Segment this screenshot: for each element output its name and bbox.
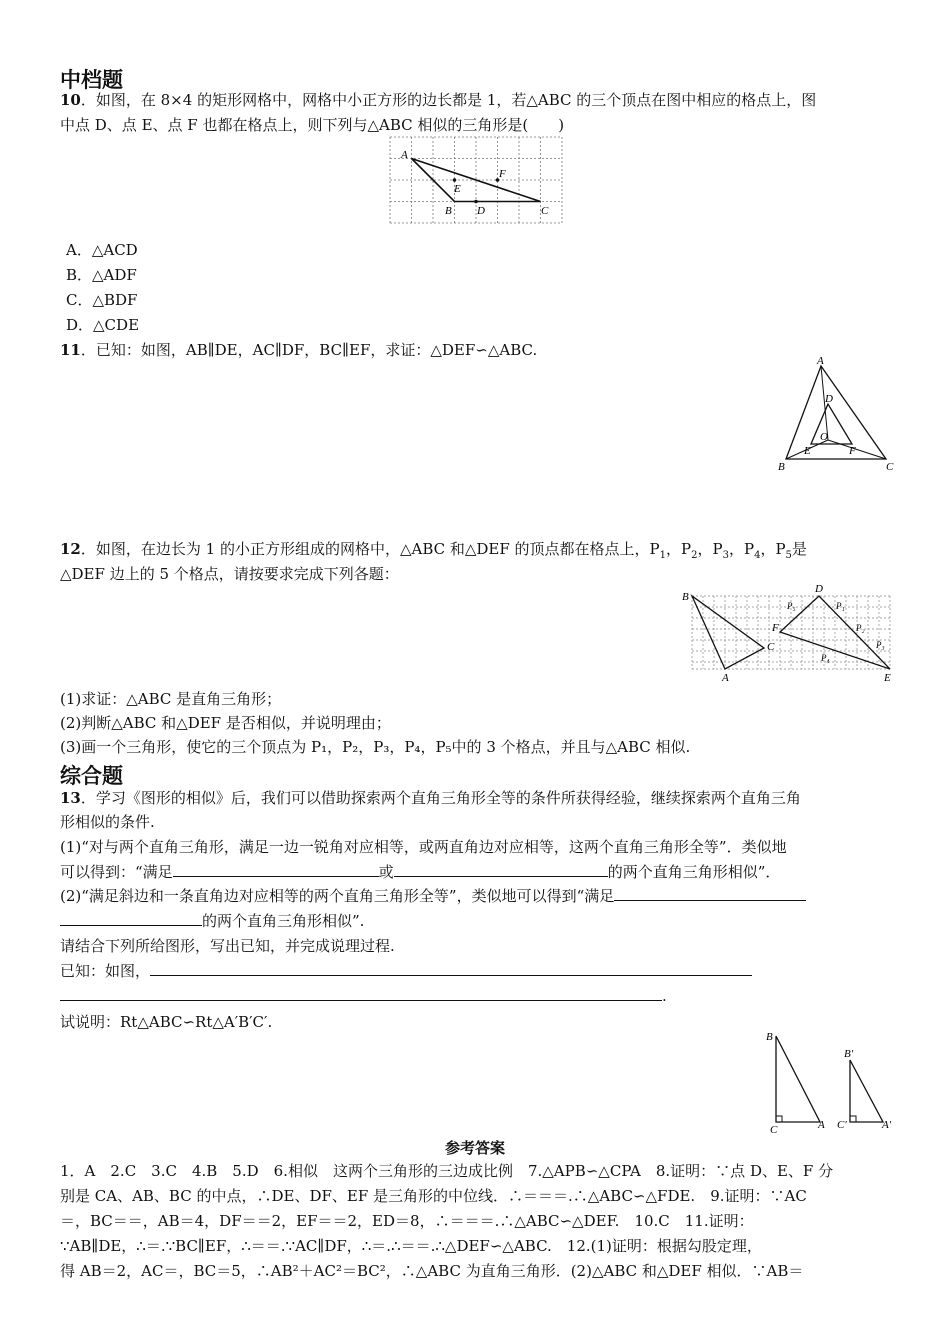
q12-sub2: (2)判断△ABC 和△DEF 是否相似，并说明理由； (60, 714, 391, 732)
q10-text-1: ．如图，在 8×4 的矩形网格中，网格中小正方形的边长都是 1，若△ABC 的三个顶点在图中相应的格点上，图 (80, 91, 817, 109)
q13-label-c: C (770, 1124, 778, 1136)
q13-blank-1[interactable] (173, 862, 379, 877)
q13-blank-3[interactable] (614, 886, 806, 901)
section-heading-comprehensive: 综合题 (60, 764, 123, 788)
q12-label-f: F (772, 622, 779, 634)
q11-number: 11 (60, 341, 81, 359)
q12-sub1: (1)求证：△ABC 是直角三角形； (60, 690, 282, 708)
q12-text-1b: 是 (791, 540, 807, 558)
q13-label-b2: B′ (844, 1048, 854, 1060)
q12-label-p2: P₂ (856, 623, 865, 633)
q13-triangle-abc (776, 1036, 820, 1122)
q13-triangle-a2b2c2 (850, 1060, 883, 1122)
answers-line3: ＝，BC＝＝，AB＝4，DF＝＝2，EF＝＝2，ED＝8，∴＝＝＝.∴△ABC∽△DEF. 10.C 11.证明： (60, 1212, 754, 1230)
q13-label-a: A (818, 1119, 825, 1131)
q10-option-d: D．△CDE (66, 316, 140, 334)
q10-label-f: F (499, 168, 506, 180)
q11-label-o: O (820, 431, 828, 443)
q10-grid-figure (384, 134, 568, 226)
q13-line1 (60, 788, 801, 808)
q13-line7: 请结合下列所给图形，写出已知，并完成说理过程. (60, 937, 395, 955)
q10-option-c: C．△BDF (66, 291, 138, 309)
q10-point-e (453, 178, 457, 182)
q11-label-d: D (825, 393, 833, 405)
answers-line5: 得 AB＝2，AC＝，BC＝5，∴AB²＋AC²＝BC²，∴△ABC 为直角三角形．(2)△ABC 和△DEF 相似．∵AB＝ (60, 1262, 804, 1280)
q10-label-c: C (541, 205, 549, 217)
q10-label-e: E (454, 183, 461, 195)
q12-label-c: C (767, 641, 775, 653)
q12-label-p4: P₄ (821, 653, 830, 663)
q12-label-b: B (682, 591, 689, 603)
q12-line1: 12．如图，在边长为 1 的小正方形组成的网格中，△ABC 和△DEF 的顶点都在格点上，$P_1$，$P_2$，$P_3$，$P_4$，$P_5$是 (60, 540, 807, 561)
q12-grid-figure (680, 582, 894, 684)
answers-title: 参考答案 (444, 1139, 505, 1157)
q12-sub3: (3)画一个三角形，使它的三个顶点为 P₁，P₂，P₃，P₄，P₅中的 3 个格点，并且与△ABC 相似. (60, 738, 691, 756)
q11-triangle-def (811, 404, 852, 444)
q13-number: 13 (60, 789, 81, 807)
q11-triangle-abc (786, 366, 886, 459)
q13-line2: 形相似的条件. (60, 813, 155, 831)
q10-number: 10 (60, 91, 81, 109)
q12-label-p1: P₁ (836, 601, 845, 611)
q13-line9: . (60, 986, 667, 1006)
q13-label-b: B (766, 1031, 773, 1043)
q12-number: 12 (60, 540, 81, 558)
q10-line1 (60, 90, 816, 110)
q11-line (60, 340, 537, 360)
q13-label-a2: A′ (882, 1119, 892, 1131)
q13-line5: (2)“满足斜边和一条直角边对应相等的两个直角三角形全等”，类似地可以得到“满足 (60, 886, 806, 906)
q13-line4: 可以得到：“满足 或 的两个直角三角形相似”． (60, 863, 781, 881)
q10-line2: 中点 D、点 E、点 F 也都在格点上，则下列与△ABC 相似的三角形是( ) (60, 116, 565, 134)
q10-option-a: A．△ACD (66, 241, 138, 259)
q13-figure (762, 1026, 898, 1136)
q11-label-f: F (849, 445, 856, 457)
q13-line10: 试说明：Rt△ABC∽Rt△A′B′C′. (60, 1013, 273, 1031)
q12-label-p5: P₅ (787, 601, 796, 611)
q13-line3: (1)“对与两个直角三角形，满足一边一锐角对应相等，或两直角边对应相等，这两个直角三角形全等”．类似地 (60, 838, 787, 856)
q13-line6: 的两个直角三角形相似”. (60, 911, 364, 931)
q12-line2: △DEF 边上的 5 个格点，请按要求完成下列各题： (60, 565, 399, 583)
answers-line2: 别是 CA、AB、BC 的中点，∴DE、DF、EF 是三角形的中位线．∴＝＝＝.∴△ABC∽△FDE. 9.证明：∵AC (60, 1187, 807, 1205)
q13-known-blank-1[interactable] (150, 961, 752, 976)
q11-label-c: C (886, 461, 894, 473)
q10-label-d: D (477, 205, 485, 217)
q11-label-b: B (778, 461, 785, 473)
q12-label-p3: P₃ (876, 640, 885, 650)
q13-line8: 已知：如图， (60, 961, 752, 981)
q13-known-blank-2[interactable] (60, 986, 662, 1001)
q11-text: ．已知：如图，AB∥DE，AC∥DF，BC∥EF，求证：△DEF∽△ABC. (80, 341, 538, 359)
q11-label-e: E (804, 445, 811, 457)
q13-right-angle-1 (776, 1116, 782, 1122)
q13-label-c2: C′ (837, 1119, 847, 1131)
q13-blank-2[interactable] (394, 862, 608, 877)
answers-line1: 1．A 2.C 3.C 4.B 5.D 6.相似 这两个三角形的三边成比例 7.△APB∽△CPA 8.证明：∵点 D、E、F 分 (60, 1162, 834, 1180)
q13-right-angle-2 (850, 1116, 856, 1122)
q10-point-d (474, 200, 478, 204)
q12-label-e: E (884, 672, 891, 684)
q11-figure (774, 354, 900, 476)
q12-label-d: D (815, 583, 823, 595)
q11-label-a: A (817, 355, 824, 367)
q10-option-b: B．△ADF (66, 266, 137, 284)
answers-line4: ∵AB∥DE，∴＝.∵BC∥EF，∴＝＝.∵AC∥DF，∴＝.∴＝＝.∴△DEF∽△ABC. 12.(1)证明：根据勾股定理， (60, 1237, 762, 1255)
q13-blank-4[interactable] (60, 911, 202, 926)
section-heading-mid: 中档题 (60, 68, 123, 92)
q12-text-1: ．如图，在边长为 1 的小正方形组成的网格中，△ABC 和△DEF 的顶点都在格点上，P (80, 540, 660, 558)
q11-center-lines (786, 366, 886, 459)
q13-text-1: ．学习《图形的相似》后，我们可以借助探索两个直角三角形全等的条件所获得经验，继续探索两个直角三角 (80, 789, 801, 807)
q10-label-a: A (401, 149, 408, 161)
q12-label-a: A (722, 672, 729, 684)
q10-label-b: B (445, 205, 452, 217)
